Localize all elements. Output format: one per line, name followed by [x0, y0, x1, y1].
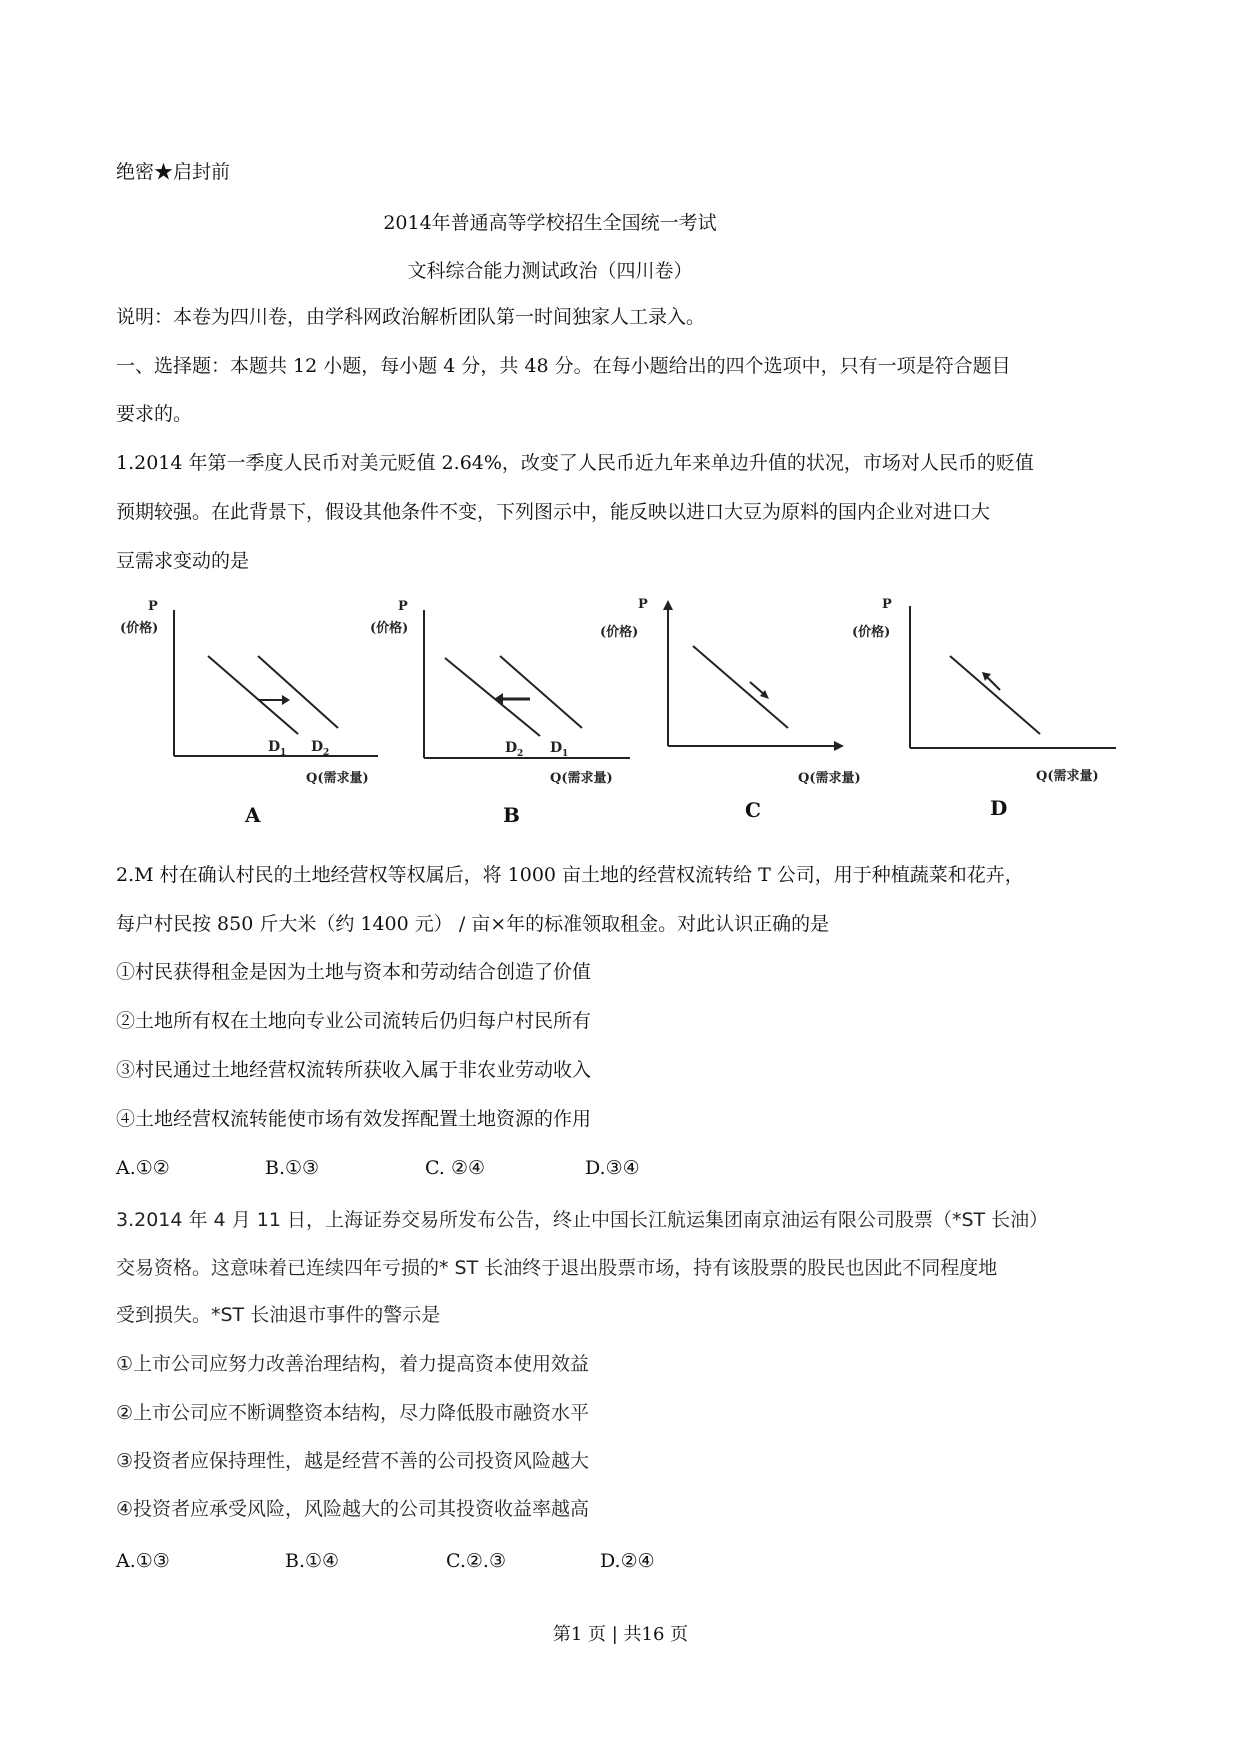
page-footer: 第1 页 | 共16 页	[552, 1624, 689, 1645]
graph-label-c: C	[745, 798, 761, 822]
demand-curve-d2	[445, 658, 540, 736]
q1-line-1: 1.2014 年第一季度人民币对美元贬值 2.64%，改变了人民币近九年来单边升值的状况，市场对人民币的贬值	[116, 452, 1034, 474]
q3-item-2: ②上市公司应不断调整资本结构，尽力降低股市融资水平	[116, 1402, 590, 1424]
q3-line-1: 3.2014 年 4 月 11 日，上海证券交易所发布公告，终止中国长江航运集团南京油运有限公司股票（*ST 长油）	[116, 1209, 1049, 1231]
q3-line-3: 受到损失。*ST 长油退市事件的警示是	[116, 1304, 441, 1326]
graph-a	[118, 596, 388, 786]
q-label: Q(需求量)	[306, 771, 369, 786]
section-instruction-cont: 要求的。	[116, 403, 193, 425]
q2-line-1: 2.M 村在确认村民的土地经营权等权属后，将 1000 亩土地的经营权流转给 T 公司，用于种植蔬菜和花卉，	[116, 864, 1024, 886]
demand-curve	[950, 656, 1040, 734]
d2-label: D	[505, 740, 518, 756]
graph-label-a: A	[245, 803, 261, 827]
q3-item-1: ①上市公司应努力改善治理结构，着力提高资本使用效益	[116, 1353, 590, 1375]
q3-option-b: B.①④	[285, 1550, 340, 1572]
intro-note: 说明：本卷为四川卷，由学科网政治解析团队第一时间独家人工录入。	[116, 306, 706, 328]
q3-option-a: A.①③	[116, 1550, 170, 1572]
svg-text:2: 2	[323, 748, 330, 758]
q-label: Q(需求量)	[1036, 769, 1099, 784]
q2-item-3: ③村民通过土地经营权流转所获收入属于非农业劳动收入	[116, 1059, 592, 1081]
p-sub-label: (价格)	[852, 625, 891, 640]
p-sub-label: (价格)	[370, 621, 409, 636]
graph-label-d: D	[990, 796, 1008, 820]
graph-c	[598, 596, 868, 786]
svg-text:2: 2	[517, 749, 524, 759]
q2-item-2: ②土地所有权在土地向专业公司流转后仍归每户村民所有	[116, 1010, 592, 1032]
demand-curve-d1	[208, 656, 298, 734]
d1-label: D	[268, 739, 281, 755]
q2-line-2: 每户村民按 850 斤大米（约 1400 元） / 亩×年的标准领取租金。对此认识正确的是	[116, 913, 830, 935]
graph-label-b: B	[503, 803, 520, 827]
p-sub-label: (价格)	[600, 625, 639, 640]
graph-d	[840, 596, 1130, 786]
q-label: Q(需求量)	[550, 771, 613, 786]
secret-mark: 绝密★启封前	[116, 161, 231, 183]
p-label: P	[398, 599, 408, 614]
exam-title: 2014年普通高等学校招生全国统一考试	[383, 212, 717, 234]
q3-item-3: ③投资者应保持理性，越是经营不善的公司投资风险越大	[116, 1450, 590, 1472]
demand-curve	[693, 646, 788, 728]
d2-label: D	[311, 739, 324, 755]
p-label: P	[148, 599, 158, 614]
q2-option-a: A.①②	[116, 1157, 170, 1179]
q3-option-d: D.②④	[600, 1550, 655, 1572]
q2-option-b: B.①③	[265, 1157, 320, 1179]
q2-item-4: ④土地经营权流转能使市场有效发挥配置土地资源的作用	[116, 1108, 592, 1130]
q3-option-c: C.②.③	[446, 1550, 507, 1572]
arrow-up-icon	[663, 600, 673, 610]
demand-curve-d2	[258, 656, 338, 728]
svg-text:1: 1	[280, 748, 287, 758]
demand-curve-d1	[500, 656, 582, 728]
arrow-right-icon	[282, 695, 290, 705]
exam-subtitle: 文科综合能力测试政治（四川卷）	[407, 260, 693, 282]
p-label: P	[638, 597, 648, 612]
p-sub-label: (价格)	[120, 621, 159, 636]
q-label: Q(需求量)	[798, 771, 861, 786]
q1-line-3: 豆需求变动的是	[116, 550, 250, 572]
svg-text:1: 1	[562, 749, 569, 759]
section-instruction: 一、选择题：本题共 12 小题，每小题 4 分，共 48 分。在每小题给出的四个选项中，只有一项是符合题目	[116, 355, 1011, 377]
q2-option-c: C. ②④	[425, 1157, 486, 1179]
p-label: P	[882, 597, 892, 612]
d1-label: D	[550, 740, 563, 756]
q2-item-1: ①村民获得租金是因为土地与资本和劳动结合创造了价值	[116, 961, 592, 983]
q3-item-4: ④投资者应承受风险，风险越大的公司其投资收益率越高	[116, 1498, 590, 1520]
q3-line-2: 交易资格。这意味着已连续四年亏损的* ST 长油终于退出股票市场，持有该股票的股民也因此不同程度地	[116, 1257, 998, 1279]
q2-option-d: D.③④	[585, 1157, 640, 1179]
q1-line-2: 预期较强。在此背景下，假设其他条件不变，下列图示中，能反映以进口大豆为原料的国内企业对进口大	[116, 501, 991, 523]
